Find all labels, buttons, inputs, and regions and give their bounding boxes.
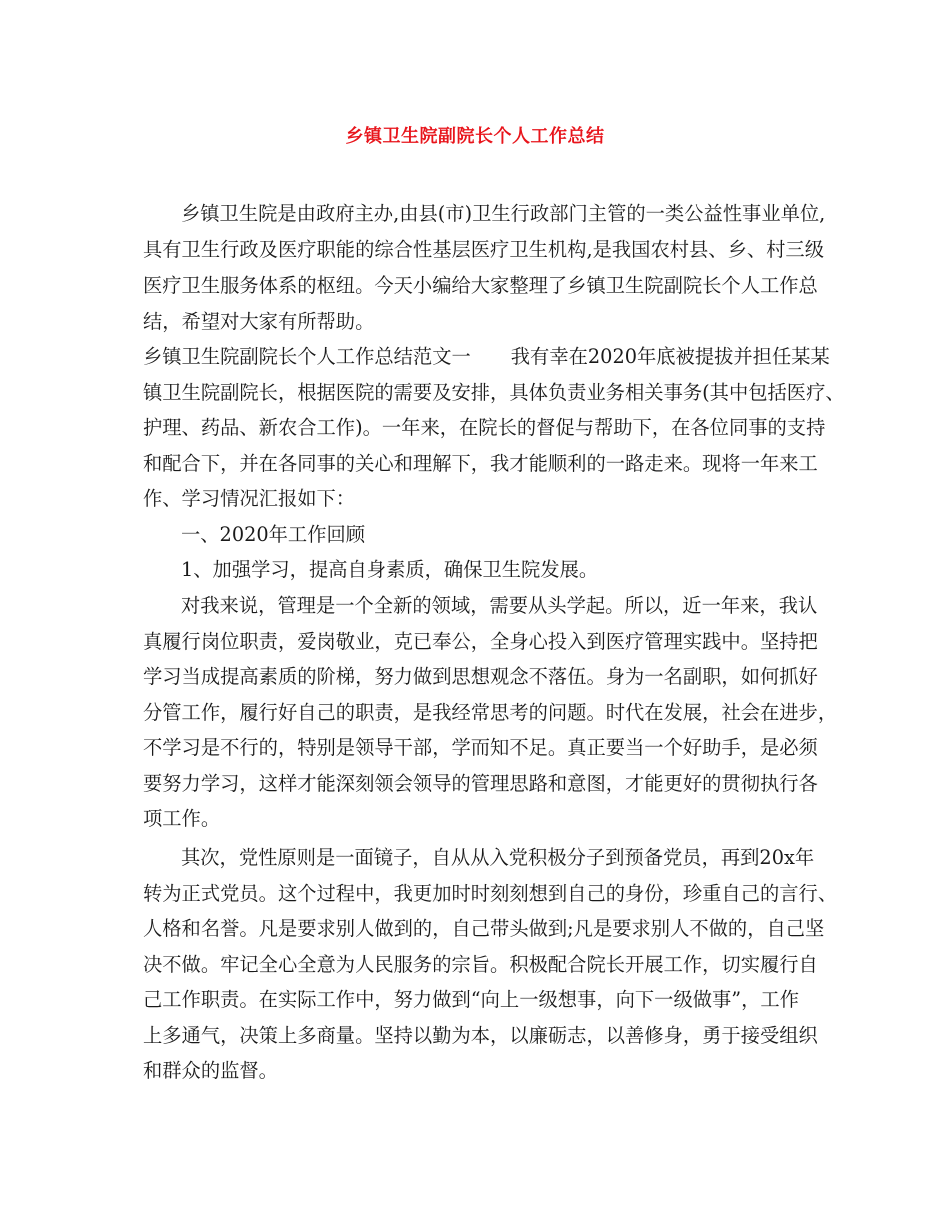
paragraph-line: 作、学习情况汇报如下： xyxy=(143,487,356,510)
paragraph-line: 学习当成提高素质的阶梯，努力做到思想观念不落伍。身为一名副职，如何抓好 xyxy=(143,665,818,688)
paragraph-line: 上多通气，决策上多商量。坚持以勤为本，以廉砺志，以善修身，勇于接受组织 xyxy=(143,1024,818,1047)
paragraph-line: 对我来说，管理是一个全新的领域，需要从头学起。所以，近一年来，我认 xyxy=(181,594,818,617)
paragraph-line: 和配合下，并在各同事的关心和理解下，我才能顺利的一路走来。现将一年来工 xyxy=(143,452,818,475)
paragraph-line: 转为正式党员。这个过程中，我更加时时刻刻想到自己的身份，珍重自己的言行、 xyxy=(143,882,838,905)
paragraph-line: 乡镇卫生院是由政府主办,由县(市)卫生行政部门主管的一类公益性事业单位, xyxy=(181,202,826,225)
paragraph-line: 要努力学习，这样才能深刻领会领导的管理思路和意图，才能更好的贯彻执行各 xyxy=(143,772,818,795)
paragraph-line: 结，希望对大家有所帮助。 xyxy=(143,310,375,333)
subsection-heading: 1、加强学习，提高自身素质，确保卫生院发展。 xyxy=(181,558,599,581)
paragraph-line: 项工作。 xyxy=(143,807,221,830)
paragraph-line: 不学习是不行的，特别是领导干部，学而知不足。真正要当一个好助手，是必须 xyxy=(143,736,818,759)
paragraph-line: 护理、药品、新农合工作)。一年来，在院长的督促与帮助下，在各位同事的支持 xyxy=(143,416,826,439)
paragraph-line xyxy=(143,339,830,375)
paragraph-line: 和群众的监督。 xyxy=(143,1059,278,1082)
paragraph-line: 具有卫生行政及医疗职能的综合性基层医疗卫生机构,是我国农村县、乡、村三级 xyxy=(143,238,824,261)
section-heading: 乡镇卫生院副院长个人工作总结范文一 xyxy=(143,345,471,368)
paragraph-line: 己工作职责。在实际工作中，努力做到“向上一级想事，向下一级做事”，工作 xyxy=(143,988,799,1011)
document-title: 乡镇卫生院副院长个人工作总结 xyxy=(345,126,605,147)
paragraph-line: 其次，党性原则是一面镜子，自从从入党积极分子到预备党员，再到20x年 xyxy=(181,846,815,869)
paragraph-line: 镇卫生院副院长，根据医院的需要及安排，具体负责业务相关事务(其中包括医疗、 xyxy=(143,381,845,404)
paragraph-line: 医疗卫生服务体系的枢纽。今天小编给大家整理了乡镇卫生院副院长个人工作总 xyxy=(143,274,818,297)
section-intro: 我有幸在2020年底被提拔并担任某某 xyxy=(510,345,830,368)
paragraph-line: 决不做。牢记全心全意为人民服务的宗旨。积极配合院长开展工作，切实履行自 xyxy=(143,953,818,976)
paragraph-line: 真履行岗位职责，爱岗敬业，克已奉公，全身心投入到医疗管理实践中。坚持把 xyxy=(143,630,818,653)
section-heading: 一、2020年工作回顾 xyxy=(181,523,366,546)
paragraph-line: 人格和名誉。凡是要求别人做到的，自己带头做到;凡是要求别人不做的，自己坚 xyxy=(143,917,825,940)
paragraph-line: 分管工作，履行好自己的职责，是我经常思考的问题。时代在发展，社会在进步， xyxy=(143,701,838,724)
